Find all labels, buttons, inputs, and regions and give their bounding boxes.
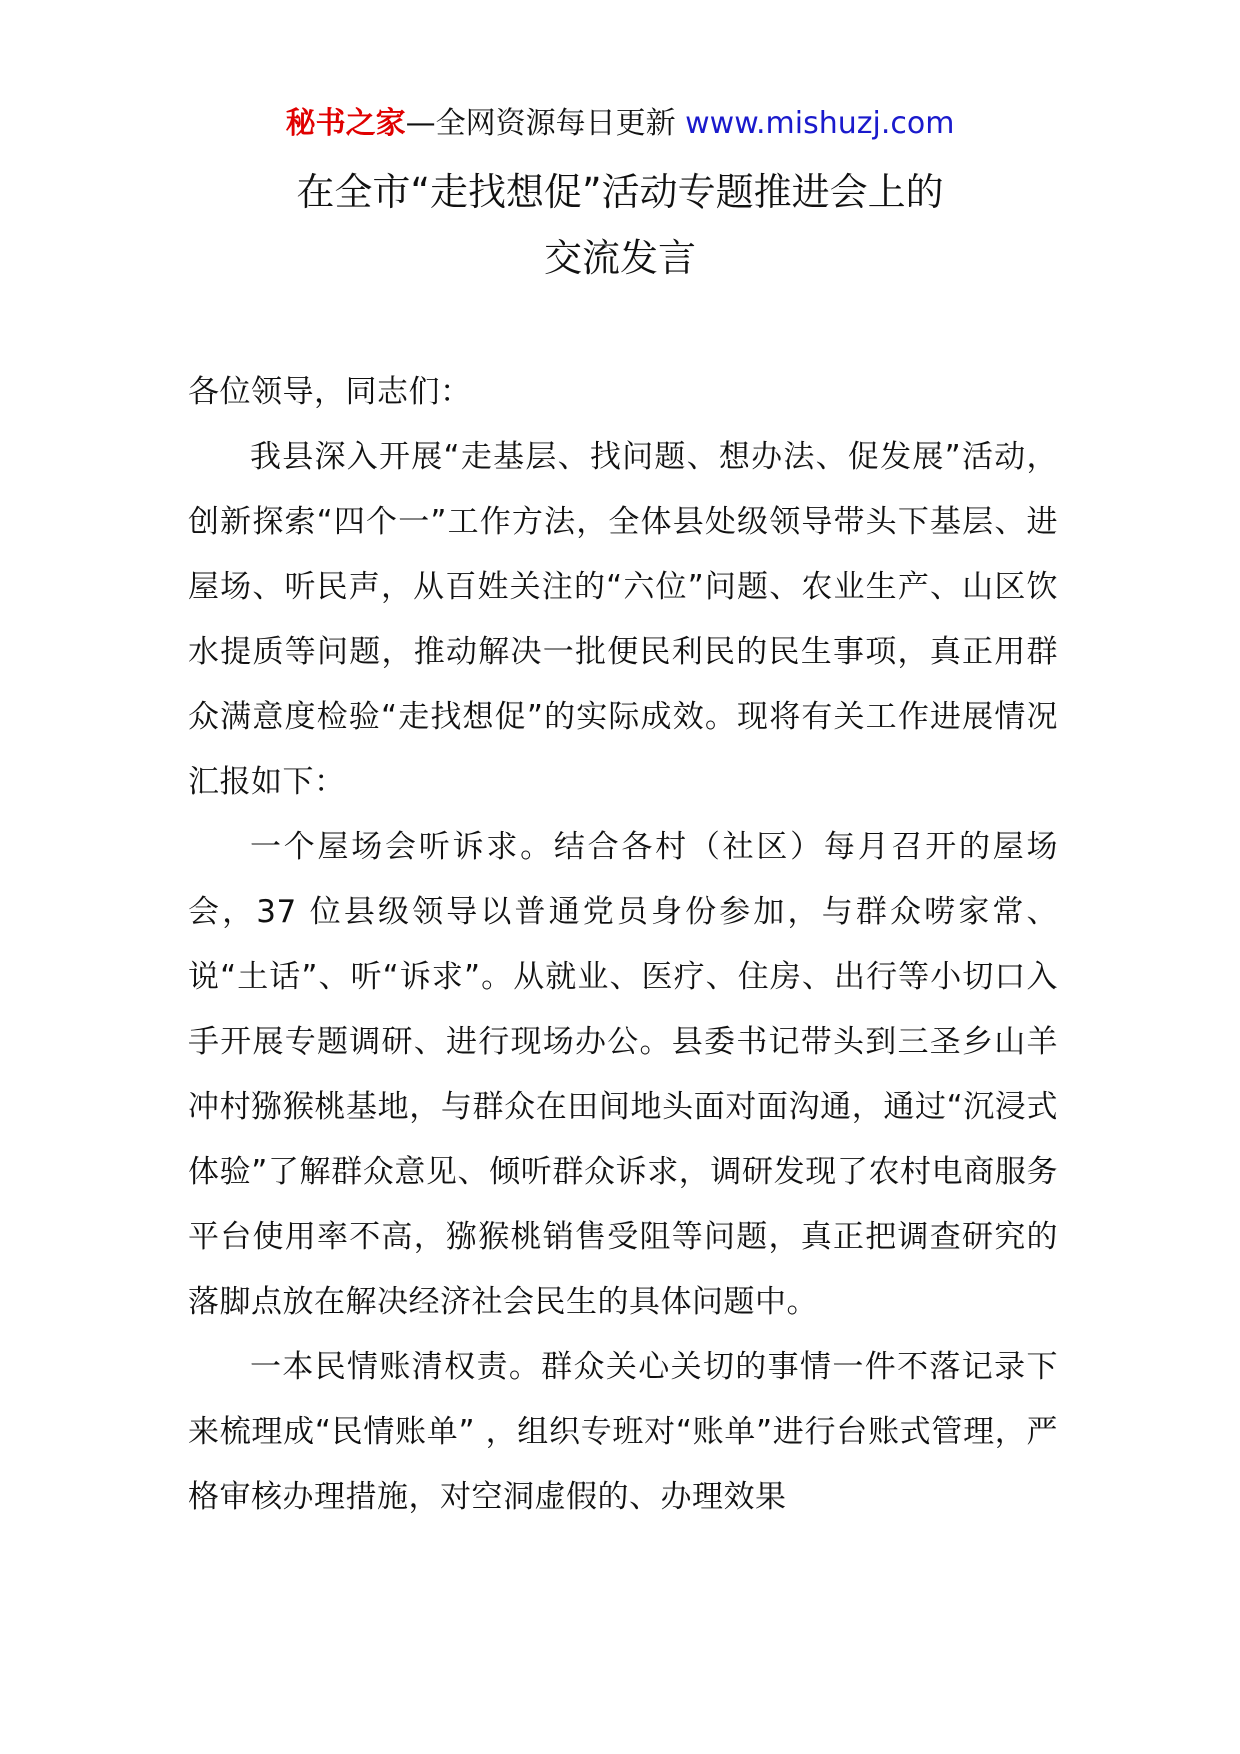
document-title-line-1: 在全市“走找想促”活动专题推进会上的	[296, 170, 944, 214]
salutation: 各位领导，同志们：	[188, 374, 472, 410]
header-slogan: —全网资源每日更新	[405, 106, 676, 141]
document-body	[188, 360, 1058, 1530]
paragraph-intro: 我县深入开展“走基层、找问题、想办法、促发展”活动，创新探索“四个一”工作方法，全体县处级领导带头下基层、进屋场、听民声，从百姓关注的“六位”问题、农业生产、山区饮水提质等问题，推动解决一批便民利民的民生事项，真正用群众满意度检验“走找想促”的实际成效。现将有关工作进展情况汇报如下：	[188, 439, 1058, 800]
site-url-link[interactable]: www.mishuzj.com	[685, 106, 955, 141]
site-header	[0, 102, 1240, 146]
brand-name: 秘书之家	[285, 106, 406, 141]
document-title-line-2: 交流发言	[543, 236, 696, 280]
paragraph-house-meeting: 一个屋场会听诉求。结合各村（社区）每月召开的屋场会，37 位县级领导以普通党员身份参加，与群众唠家常、说“土话”、听“诉求”。从就业、医疗、住房、出行等小切口入手开展专题调研、进行现场办公。县委书记带头到三圣乡山羊冲村猕猴桃基地，与群众在田间地头面对面沟通，通过“沉浸式体验”了解群众意见、倾听群众诉求，调研发现了农村电商服务平台使用率不高，猕猴桃销售受阻等问题，真正把调查研究的落脚点放在解决经济社会民生的具体问题中。	[188, 829, 1058, 1320]
paragraph-public-ledger: 一本民情账清权责。群众关心关切的事情一件不落记录下来梳理成“民情账单” ，组织专班对“账单”进行台账式管理，严格审核办理措施，对空洞虚假的、办理效果	[188, 1349, 1058, 1515]
